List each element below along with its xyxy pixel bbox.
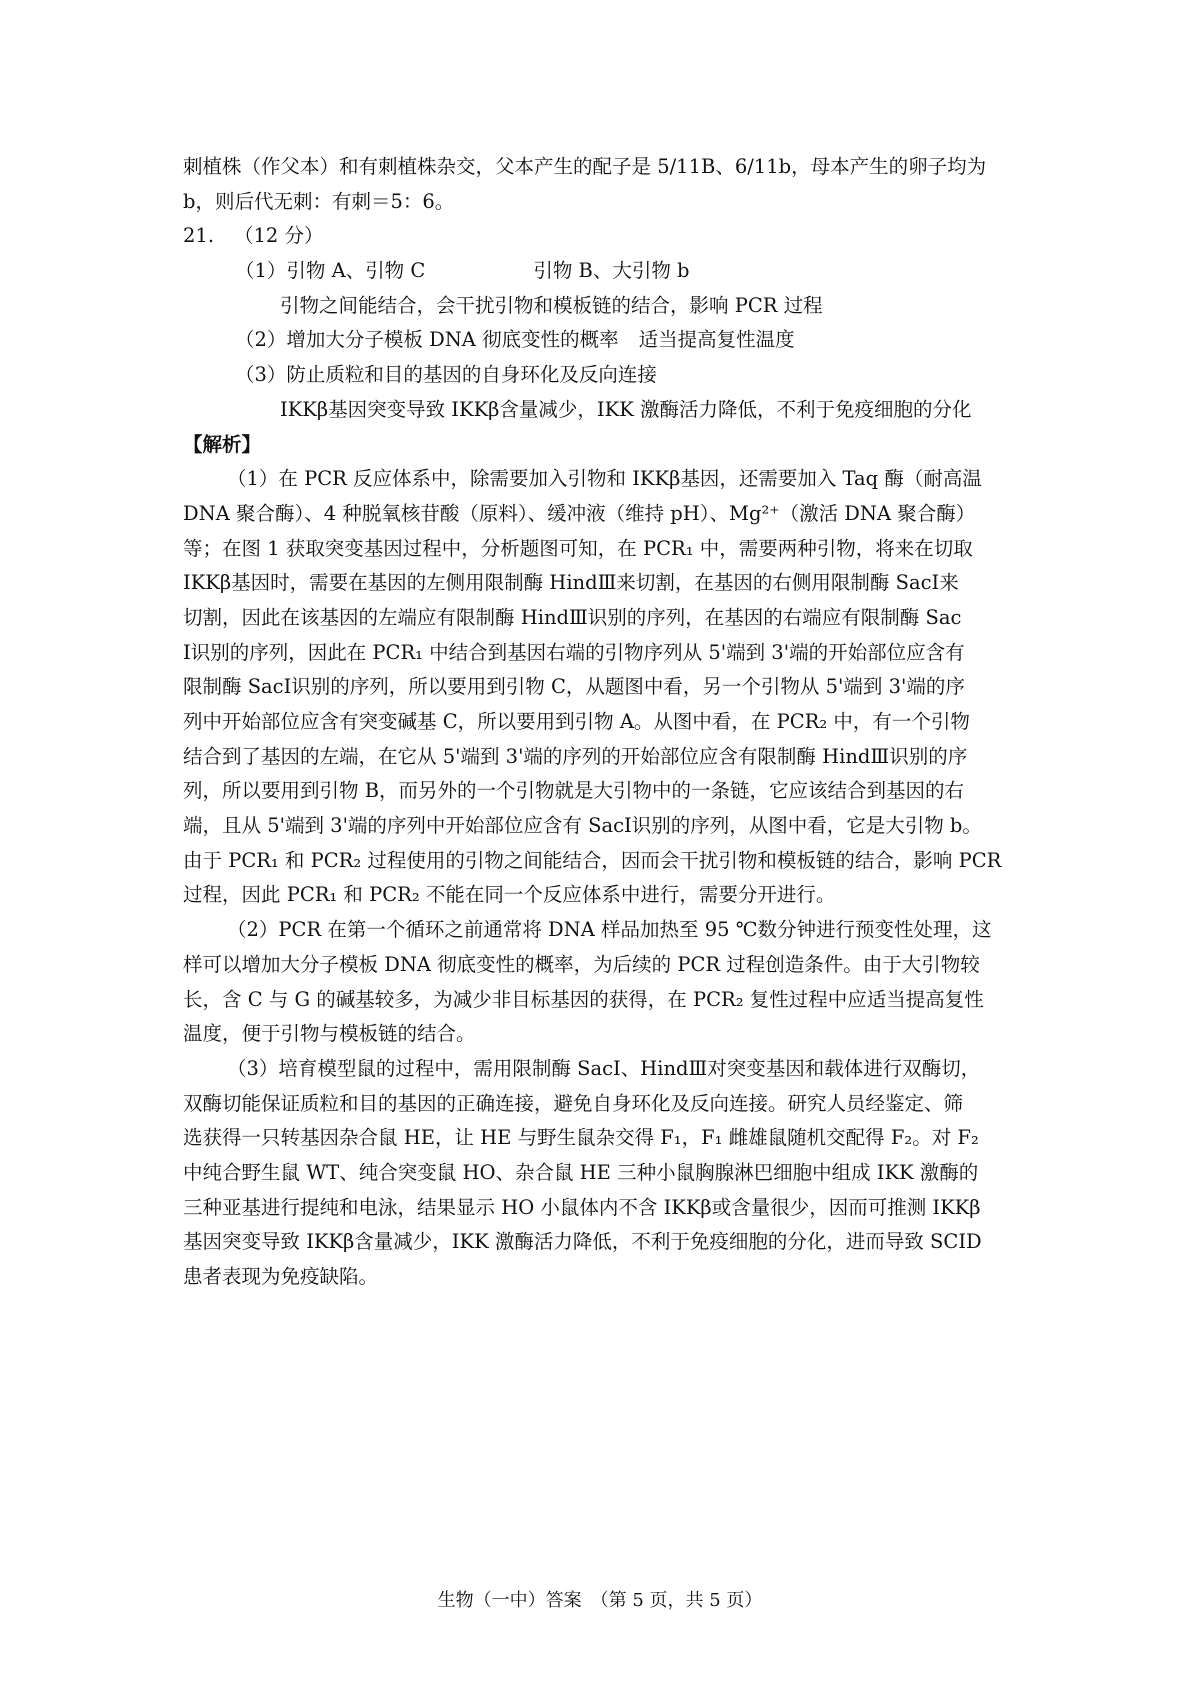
answer-1-part2: 引物 B、大引物 b [533, 259, 690, 283]
page-footer: 生物（一中）答案 （第 5 页，共 5 页） [437, 1590, 763, 1611]
question-score: （12 分） [234, 224, 324, 248]
analysis-line: 选获得一只转基因杂合鼠 HE，让 HE 与野生鼠杂交得 F₁，F₁ 雌雄鼠随机交配得 F₂。对 F₂ [183, 1126, 979, 1150]
analysis-line: 样可以增加大分子模板 DNA 彻底变性的概率，为后续的 PCR 过程创造条件。由于大引物较 [183, 952, 980, 976]
analysis-line: （3）培育模型鼠的过程中，需用限制酶 SacⅠ、HindⅢ对突变基因和载体进行双酶切， [227, 1056, 981, 1080]
answer-1 [183, 254, 1023, 289]
answer-1-part1: （1）引物 A、引物 C [235, 259, 426, 283]
analysis-line: （1）在 PCR 反应体系中，除需要加入引物和 IKKβ基因，还需要加入 Taq 酶（耐高温 [227, 467, 982, 491]
analysis-line: 三种亚基进行提纯和电泳，结果显示 HO 小鼠体内不含 IKKβ或含量很少，因而可推测 IKKβ [183, 1195, 981, 1219]
text-line: 刺植株（作父本）和有刺植株杂交，父本产生的配子是 5/11B、6/11b，母本产生的卵子均为 [183, 155, 987, 178]
analysis-line: 基因突变导致 IKKβ含量减少，IKK 激酶活力降低，不利于免疫细胞的分化，进而导致 SCID [183, 1230, 982, 1254]
analysis-line: 双酶切能保证质粒和目的基因的正确连接，避免自身环化及反向连接。研究人员经鉴定、筛 [183, 1091, 964, 1115]
analysis-line: 由于 PCR₁ 和 PCR₂ 过程使用的引物之间能结合，因而会干扰引物和模板链的结合，影响 PCR [183, 848, 1002, 872]
analysis-line: 列，所以要用到引物 B，而另外的一个引物就是大引物中的一条链，它应该结合到基因的右 [183, 779, 965, 803]
analysis-line: Ⅰ识别的序列，因此在 PCR₁ 中结合到基因右端的引物序列从 5'端到 3'端的开始部位应含有 [183, 640, 965, 664]
answer-3-line2: IKKβ基因突变导致 IKKβ含量减少，IKK 激酶活力降低，不利于免疫细胞的分化 [280, 397, 972, 421]
analysis-line: 切割，因此在该基因的左端应有限制酶 HindⅢ识别的序列，在基因的右端应有限制酶 Sac [183, 605, 962, 629]
answer-2-part1: （2）增加大分子模板 DNA 彻底变性的概率 [235, 328, 619, 352]
question-number: 21. [183, 224, 215, 248]
analysis-line: 限制酶 SacⅠ识别的序列，所以要用到引物 C，从题图中看，另一个引物从 5'端到 3'端的序 [183, 675, 965, 699]
answer-1-line2: 引物之间能结合，会干扰引物和模板链的结合，影响 PCR 过程 [280, 293, 823, 317]
analysis-line: 结合到了基因的左端，在它从 5'端到 3'端的序列的开始部位应含有限制酶 HindⅢ识别的序 [183, 744, 968, 768]
answer-2 [183, 323, 1023, 358]
analysis-heading: 【解析】 [183, 432, 262, 456]
analysis-line: 等；在图 1 获取突变基因过程中，分析题图可知，在 PCR₁ 中，需要两种引物，将来在切取 [183, 536, 973, 560]
analysis-line: （2）PCR 在第一个循环之前通常将 DNA 样品加热至 95 ℃数分钟进行预变性处理，这 [227, 918, 992, 942]
question-header [183, 219, 1023, 254]
analysis-line: 温度，便于引物与模板链的结合。 [183, 1022, 476, 1046]
analysis-line: DNA 聚合酶）、4 种脱氧核苷酸（原料）、缓冲液（维持 pH）、Mg²⁺（激活 DNA 聚合酶） [183, 501, 976, 525]
analysis-line: 长，含 C 与 G 的碱基较多，为减少非目标基因的获得，在 PCR₂ 复性过程中应适当提高复性 [183, 987, 984, 1011]
analysis-line: 列中开始部位应含有突变碱基 C，所以要用到引物 A。从图中看，在 PCR₂ 中，有一个引物 [183, 710, 970, 733]
analysis-line: 中纯合野生鼠 WT、纯合突变鼠 HO、杂合鼠 HE 三种小鼠胸腺淋巴细胞中组成 IKK 激酶的 [183, 1160, 979, 1184]
analysis-line: 患者表现为免疫缺陷。 [183, 1265, 379, 1288]
text-line: b，则后代无刺：有刺＝5：6。 [183, 189, 455, 213]
answer-2-part2: 适当提高复性温度 [638, 328, 795, 352]
analysis-line: 端，且从 5'端到 3'端的序列中开始部位应含有 SacⅠ识别的序列，从图中看，它是大引物 b。 [183, 814, 982, 838]
document-body [183, 150, 1023, 1295]
answer-3-line1: （3）防止质粒和目的基因的自身环化及反向连接 [235, 363, 657, 387]
analysis-line: IKKβ基因时，需要在基因的左侧用限制酶 HindⅢ来切割，在基因的右侧用限制酶 SacⅠ来 [183, 571, 959, 595]
analysis-line: 过程，因此 PCR₁ 和 PCR₂ 不能在同一个反应体系中进行，需要分开进行。 [183, 883, 836, 907]
